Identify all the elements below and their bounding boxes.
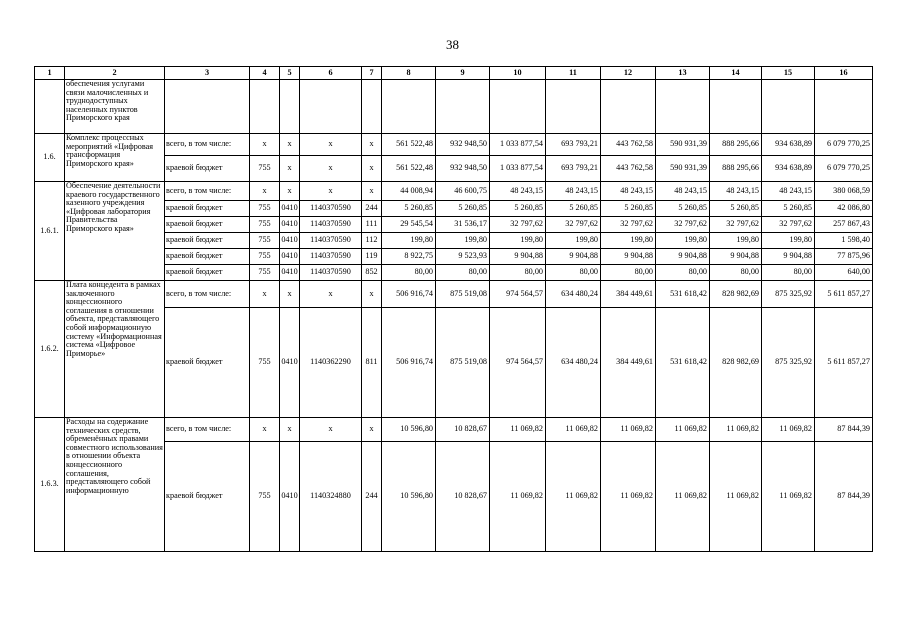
amount-cell: 5 260,85 xyxy=(490,201,546,217)
code-cell: 755 xyxy=(250,156,280,182)
amount-cell: 974 564,57 xyxy=(490,308,546,418)
amount-cell: 29 545,54 xyxy=(382,217,436,233)
code-cell: x xyxy=(362,418,382,442)
amount-cell: 828 982,69 xyxy=(710,308,762,418)
code-cell: 0410 xyxy=(280,442,300,552)
amount-cell: 31 536,17 xyxy=(436,217,490,233)
amount-cell: 11 069,82 xyxy=(656,418,710,442)
code-cell: 1140370590 xyxy=(300,201,362,217)
amount-cell: 5 260,85 xyxy=(656,201,710,217)
amount-cell: 48 243,15 xyxy=(546,182,601,201)
amount-cell: 80,00 xyxy=(656,265,710,281)
amount-cell: 693 793,21 xyxy=(546,134,601,156)
code-cell: 755 xyxy=(250,201,280,217)
amount-cell: 80,00 xyxy=(601,265,656,281)
amount-cell: 11 069,82 xyxy=(710,442,762,552)
amount-cell: 11 069,82 xyxy=(762,418,815,442)
amount-cell: 80,00 xyxy=(710,265,762,281)
amount-cell: 32 797,62 xyxy=(762,217,815,233)
amount-cell: 888 295,66 xyxy=(710,134,762,156)
amount-cell: 5 260,85 xyxy=(546,201,601,217)
header-cell: 3 xyxy=(165,67,250,80)
amount-cell: 561 522,48 xyxy=(382,134,436,156)
header-cell: 1 xyxy=(35,67,65,80)
header-cell: 15 xyxy=(762,67,815,80)
code-cell: x xyxy=(300,182,362,201)
amount-cell: 32 797,62 xyxy=(490,217,546,233)
amount-cell: 199,80 xyxy=(490,233,546,249)
funding-source-cell: краевой бюджет xyxy=(165,442,250,552)
amount-cell: 443 762,58 xyxy=(601,156,656,182)
amount-cell: 32 797,62 xyxy=(656,217,710,233)
amount-cell: 384 449,61 xyxy=(601,281,656,308)
amount-cell: 443 762,58 xyxy=(601,134,656,156)
funding-source-cell: всего, в том числе: xyxy=(165,134,250,156)
amount-cell: 199,80 xyxy=(601,233,656,249)
amount-cell: 1 033 877,54 xyxy=(490,156,546,182)
amount-cell: 48 243,15 xyxy=(762,182,815,201)
code-cell: x xyxy=(280,281,300,308)
item-name-cell: Плата концедента в рамках заключенного концессионного соглашения в отношении объекта, представляющего собой информационную систему «Информационная система «Цифровое Приморье» xyxy=(65,281,165,418)
funding-source-cell: краевой бюджет xyxy=(165,217,250,233)
amount-cell: 875 519,08 xyxy=(436,281,490,308)
amount-cell: 199,80 xyxy=(436,233,490,249)
funding-source-cell: всего, в том числе: xyxy=(165,281,250,308)
amount-cell: 640,00 xyxy=(815,265,873,281)
amount-cell: 199,80 xyxy=(710,233,762,249)
amount-cell: 11 069,82 xyxy=(656,442,710,552)
amount-cell: 77 875,96 xyxy=(815,249,873,265)
funding-source-cell: краевой бюджет xyxy=(165,265,250,281)
item-id-cell xyxy=(35,80,65,134)
amount-cell: 6 079 770,25 xyxy=(815,134,873,156)
amount-cell: 5 260,85 xyxy=(436,201,490,217)
code-cell: 119 xyxy=(362,249,382,265)
amount-cell: 932 948,50 xyxy=(436,156,490,182)
amount-cell: 199,80 xyxy=(762,233,815,249)
amount-cell: 974 564,57 xyxy=(490,281,546,308)
amount-cell: 11 069,82 xyxy=(490,418,546,442)
amount-cell: 932 948,50 xyxy=(436,134,490,156)
code-cell: 755 xyxy=(250,308,280,418)
code-cell: 1140370590 xyxy=(300,217,362,233)
amount-cell: 875 519,08 xyxy=(436,308,490,418)
amount-cell: 828 982,69 xyxy=(710,281,762,308)
table-body xyxy=(35,67,873,552)
code-cell: x xyxy=(280,182,300,201)
code-cell: x xyxy=(250,418,280,442)
code-cell: 1140370590 xyxy=(300,233,362,249)
amount-cell: 380 068,59 xyxy=(815,182,873,201)
item-id-cell: 1.6.2. xyxy=(35,281,65,418)
amount-cell: 48 243,15 xyxy=(601,182,656,201)
amount-cell: 9 904,88 xyxy=(490,249,546,265)
amount-cell: 6 079 770,25 xyxy=(815,156,873,182)
code-cell: 1140362290 xyxy=(300,308,362,418)
code-cell: 0410 xyxy=(280,249,300,265)
code-cell: x xyxy=(300,281,362,308)
amount-cell: 693 793,21 xyxy=(546,156,601,182)
code-cell: x xyxy=(300,156,362,182)
amount-cell: 48 243,15 xyxy=(490,182,546,201)
amount-cell: 9 904,88 xyxy=(601,249,656,265)
header-cell: 13 xyxy=(656,67,710,80)
code-cell: 755 xyxy=(250,442,280,552)
code-cell: x xyxy=(362,134,382,156)
code-cell: 0410 xyxy=(280,265,300,281)
amount-cell: 80,00 xyxy=(546,265,601,281)
code-cell: 755 xyxy=(250,233,280,249)
amount-cell: 875 325,92 xyxy=(762,281,815,308)
code-cell: 755 xyxy=(250,249,280,265)
table-row xyxy=(35,182,873,201)
item-id-cell: 1.6.1. xyxy=(35,182,65,281)
header-cell: 11 xyxy=(546,67,601,80)
code-cell: 244 xyxy=(362,442,382,552)
funding-source-cell: всего, в том числе: xyxy=(165,418,250,442)
code-cell: x xyxy=(300,418,362,442)
code-cell: x xyxy=(280,418,300,442)
continuation-row xyxy=(35,80,873,134)
code-cell: x xyxy=(280,156,300,182)
amount-cell: 9 904,88 xyxy=(710,249,762,265)
amount-cell: 531 618,42 xyxy=(656,308,710,418)
table-row xyxy=(35,418,873,442)
amount-cell: 561 522,48 xyxy=(382,156,436,182)
amount-cell: 87 844,39 xyxy=(815,418,873,442)
code-cell: x xyxy=(250,182,280,201)
code-cell: 1140324880 xyxy=(300,442,362,552)
amount-cell: 634 480,24 xyxy=(546,281,601,308)
header-cell: 6 xyxy=(300,67,362,80)
amount-cell: 506 916,74 xyxy=(382,308,436,418)
amount-cell: 11 069,82 xyxy=(762,442,815,552)
funding-source-cell: краевой бюджет xyxy=(165,233,250,249)
amount-cell: 9 523,93 xyxy=(436,249,490,265)
funding-source-cell: краевой бюджет xyxy=(165,156,250,182)
amount-cell: 934 638,89 xyxy=(762,134,815,156)
amount-cell: 11 069,82 xyxy=(490,442,546,552)
funding-source-cell: краевой бюджет xyxy=(165,249,250,265)
header-cell: 10 xyxy=(490,67,546,80)
code-cell: x xyxy=(250,134,280,156)
amount-cell: 5 260,85 xyxy=(382,201,436,217)
amount-cell: 80,00 xyxy=(762,265,815,281)
table-row xyxy=(35,134,873,156)
amount-cell: 8 922,75 xyxy=(382,249,436,265)
amount-cell: 506 916,74 xyxy=(382,281,436,308)
amount-cell: 10 828,67 xyxy=(436,442,490,552)
amount-cell: 5 260,85 xyxy=(601,201,656,217)
amount-cell: 42 086,80 xyxy=(815,201,873,217)
code-cell: 0410 xyxy=(280,217,300,233)
item-name-cell: Комплекс процессных мероприятий «Цифровая трансформация Приморского края» xyxy=(65,134,165,182)
item-id-cell: 1.6.3. xyxy=(35,418,65,552)
code-cell: x xyxy=(362,156,382,182)
funding-source-cell: краевой бюджет xyxy=(165,201,250,217)
funding-source-cell: краевой бюджет xyxy=(165,308,250,418)
header-cell: 4 xyxy=(250,67,280,80)
amount-cell: 44 008,94 xyxy=(382,182,436,201)
amount-cell: 634 480,24 xyxy=(546,308,601,418)
amount-cell: 9 904,88 xyxy=(656,249,710,265)
item-name-cell: Расходы на содержание технических средств, обременённых правами совместного использования в отношении объекта концессионного соглашения, представляющего собой информационную xyxy=(65,418,165,552)
code-cell: x xyxy=(300,134,362,156)
header-cell: 2 xyxy=(65,67,165,80)
amount-cell: 590 931,39 xyxy=(656,156,710,182)
amount-cell: 48 243,15 xyxy=(656,182,710,201)
budget-table xyxy=(34,66,873,552)
amount-cell: 9 904,88 xyxy=(546,249,601,265)
code-cell: 755 xyxy=(250,217,280,233)
amount-cell: 875 325,92 xyxy=(762,308,815,418)
amount-cell: 1 598,40 xyxy=(815,233,873,249)
amount-cell: 32 797,62 xyxy=(546,217,601,233)
code-cell: 1140370590 xyxy=(300,265,362,281)
header-cell: 12 xyxy=(601,67,656,80)
amount-cell: 80,00 xyxy=(490,265,546,281)
amount-cell: 384 449,61 xyxy=(601,308,656,418)
amount-cell: 11 069,82 xyxy=(546,418,601,442)
amount-cell: 5 611 857,27 xyxy=(815,281,873,308)
amount-cell: 1 033 877,54 xyxy=(490,134,546,156)
amount-cell: 5 260,85 xyxy=(710,201,762,217)
item-id-cell: 1.6. xyxy=(35,134,65,182)
amount-cell: 80,00 xyxy=(382,265,436,281)
code-cell: 1140370590 xyxy=(300,249,362,265)
code-cell: x xyxy=(280,134,300,156)
amount-cell: 11 069,82 xyxy=(710,418,762,442)
header-cell: 8 xyxy=(382,67,436,80)
code-cell: 111 xyxy=(362,217,382,233)
code-cell: 244 xyxy=(362,201,382,217)
amount-cell: 531 618,42 xyxy=(656,281,710,308)
amount-cell: 11 069,82 xyxy=(546,442,601,552)
header-cell: 14 xyxy=(710,67,762,80)
amount-cell: 5 260,85 xyxy=(762,201,815,217)
amount-cell: 11 069,82 xyxy=(601,442,656,552)
amount-cell: 888 295,66 xyxy=(710,156,762,182)
code-cell: x xyxy=(362,182,382,201)
amount-cell: 199,80 xyxy=(656,233,710,249)
header-cell: 9 xyxy=(436,67,490,80)
code-cell: 0410 xyxy=(280,233,300,249)
amount-cell: 32 797,62 xyxy=(710,217,762,233)
code-cell: 112 xyxy=(362,233,382,249)
amount-cell: 9 904,88 xyxy=(762,249,815,265)
amount-cell: 5 611 857,27 xyxy=(815,308,873,418)
page-number: 38 xyxy=(446,37,459,52)
code-cell: x xyxy=(362,281,382,308)
code-cell: 0410 xyxy=(280,308,300,418)
amount-cell: 199,80 xyxy=(546,233,601,249)
code-cell: x xyxy=(250,281,280,308)
header-cell: 16 xyxy=(815,67,873,80)
header-row xyxy=(35,67,873,80)
funding-source-cell: всего, в том числе: xyxy=(165,182,250,201)
header-cell: 7 xyxy=(362,67,382,80)
amount-cell: 590 931,39 xyxy=(656,134,710,156)
amount-cell: 32 797,62 xyxy=(601,217,656,233)
code-cell: 0410 xyxy=(280,201,300,217)
item-name-cell: Обеспечение деятельности краевого государственного казенного учреждения «Цифровая лаборатория Правительства Приморского края» xyxy=(65,182,165,281)
amount-cell: 10 596,80 xyxy=(382,442,436,552)
amount-cell: 10 828,67 xyxy=(436,418,490,442)
amount-cell: 80,00 xyxy=(436,265,490,281)
code-cell: 755 xyxy=(250,265,280,281)
table-row xyxy=(35,281,873,308)
code-cell: 811 xyxy=(362,308,382,418)
amount-cell: 257 867,43 xyxy=(815,217,873,233)
amount-cell: 199,80 xyxy=(382,233,436,249)
amount-cell: 11 069,82 xyxy=(601,418,656,442)
amount-cell: 934 638,89 xyxy=(762,156,815,182)
amount-cell: 10 596,80 xyxy=(382,418,436,442)
amount-cell: 87 844,39 xyxy=(815,442,873,552)
amount-cell: 46 600,75 xyxy=(436,182,490,201)
header-cell: 5 xyxy=(280,67,300,80)
continuation-text: обеспечения услугами связи малочисленных и труднодоступных населенных пунктов Приморского края xyxy=(65,80,165,134)
amount-cell: 48 243,15 xyxy=(710,182,762,201)
code-cell: 852 xyxy=(362,265,382,281)
